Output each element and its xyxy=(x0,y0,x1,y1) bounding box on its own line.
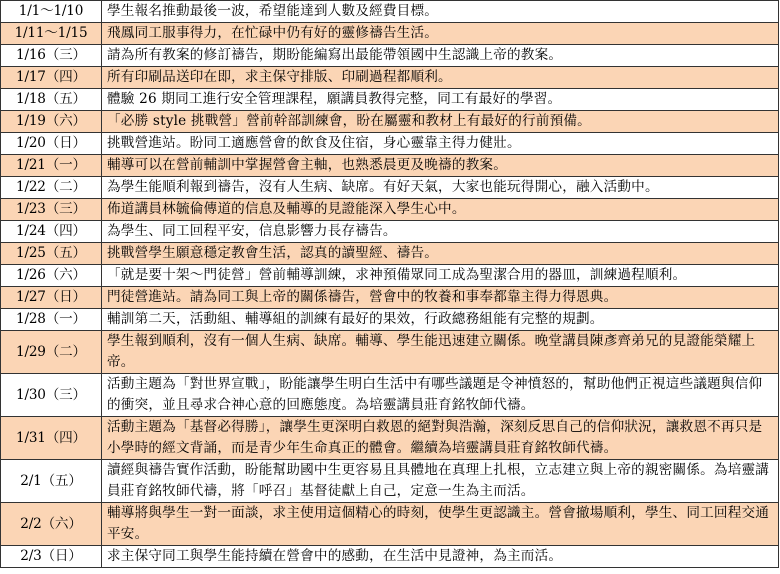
table-row xyxy=(1,287,779,309)
prayer-item-cell: 請為所有教案的修訂禱告，期盼能編寫出最能帶領國中生認識上帝的教案。 xyxy=(102,45,779,67)
table-row xyxy=(1,460,779,503)
date-cell: 1/11～1/15 xyxy=(1,23,102,45)
table-row xyxy=(1,177,779,199)
prayer-item-cell: 活動主題為「基督必得勝」，讓學生更深明白救恩的絕對與浩瀚，深刻反思自己的信仰狀況，讓救恩不再只是小學時的經文背誦，而是青少年生命真正的體會。繼續為培靈講員莊育銘牧師代禱。 xyxy=(102,417,779,460)
date-cell: 1/31（四） xyxy=(1,417,102,460)
date-cell: 2/1（五） xyxy=(1,460,102,503)
table-row xyxy=(1,374,779,417)
date-cell: 1/23（三） xyxy=(1,199,102,221)
date-cell: 2/3（日） xyxy=(1,546,102,568)
prayer-item-cell: 門徒營進站。請為同工與上帝的關係禱告，營會中的牧養和事奉都靠主得力得恩典。 xyxy=(102,287,779,309)
date-cell: 1/29（二） xyxy=(1,331,102,374)
table-row xyxy=(1,133,779,155)
table-row xyxy=(1,331,779,374)
table-row xyxy=(1,45,779,67)
prayer-item-cell: 為學生、同工回程平安，信息影響力長存禱告。 xyxy=(102,221,779,243)
date-cell: 1/1～1/10 xyxy=(1,1,102,23)
table-row xyxy=(1,111,779,133)
date-cell: 1/25（五） xyxy=(1,243,102,265)
date-cell: 1/30（三） xyxy=(1,374,102,417)
date-cell: 1/18（五） xyxy=(1,89,102,111)
prayer-item-cell: 「必勝 style 挑戰營」營前幹部訓練會，盼在屬靈和教材上有最好的行前預備。 xyxy=(102,111,779,133)
prayer-item-cell: 活動主題為「對世界宣戰」，盼能讓學生明白生活中有哪些議題是令神憤怒的，幫助他們正視這些議題與信仰的衝突，並且尋求合神心意的回應態度。為培靈講員莊育銘牧師代禱。 xyxy=(102,374,779,417)
prayer-item-cell: 學生報到順利，沒有一個人生病、缺席。輔導、學生能迅速建立關係。晚堂講員陳彥齊弟兄的見證能榮耀上帝。 xyxy=(102,331,779,374)
date-cell: 1/26（六） xyxy=(1,265,102,287)
date-cell: 1/19（六） xyxy=(1,111,102,133)
table-row xyxy=(1,155,779,177)
date-cell: 1/24（四） xyxy=(1,221,102,243)
prayer-item-cell: 飛鳳同工服事得力，在忙碌中仍有好的靈修禱告生活。 xyxy=(102,23,779,45)
table-row xyxy=(1,199,779,221)
table-row xyxy=(1,67,779,89)
date-cell: 1/22（二） xyxy=(1,177,102,199)
date-cell: 1/27（日） xyxy=(1,287,102,309)
prayer-item-cell: 所有印刷品送印在即，求主保守排版、印刷過程都順利。 xyxy=(102,67,779,89)
prayer-item-cell: 「就是要十架～門徒營」營前輔導訓練，求神預備眾同工成為聖潔合用的器皿，訓練過程順利。 xyxy=(102,265,779,287)
table-row xyxy=(1,503,779,546)
date-cell: 2/2（六） xyxy=(1,503,102,546)
prayer-item-cell: 體驗 26 期同工進行安全管理課程，願講員教得完整，同工有最好的學習。 xyxy=(102,89,779,111)
table-row xyxy=(1,243,779,265)
table-row xyxy=(1,546,779,568)
prayer-item-cell: 輔訓第二天，活動組、輔導組的訓練有最好的果效，行政總務組能有完整的規劃。 xyxy=(102,309,779,331)
table-row xyxy=(1,23,779,45)
prayer-item-cell: 挑戰營學生願意穩定教會生活，認真的讀聖經、禱告。 xyxy=(102,243,779,265)
table-row xyxy=(1,309,779,331)
date-cell: 1/28（一） xyxy=(1,309,102,331)
table-row xyxy=(1,417,779,460)
prayer-item-cell: 為學生能順利報到禱告，沒有人生病、缺席。有好天氣，大家也能玩得開心，融入活動中。 xyxy=(102,177,779,199)
table-body xyxy=(1,1,779,568)
date-cell: 1/17（四） xyxy=(1,67,102,89)
date-cell: 1/21（一） xyxy=(1,155,102,177)
table-row xyxy=(1,89,779,111)
table-row xyxy=(1,221,779,243)
table-row xyxy=(1,265,779,287)
prayer-item-cell: 佈道講員林毓倫傳道的信息及輔導的見證能深入學生心中。 xyxy=(102,199,779,221)
prayer-item-cell: 挑戰營進站。盼同工適應營會的飲食及住宿，身心靈靠主得力健壯。 xyxy=(102,133,779,155)
date-cell: 1/20（日） xyxy=(1,133,102,155)
prayer-item-cell: 輔導將與學生一對一面談，求主使用這個精心的時刻，使學生更認識主。營會撤場順利，學生、同工回程交通平安。 xyxy=(102,503,779,546)
prayer-item-cell: 讀經與禱告實作活動，盼能幫助國中生更容易且具體地在真理上扎根，立志建立與上帝的親密關係。為培靈講員莊育銘牧師代禱，將「呼召」基督徒獻上自己，定意一生為主而活。 xyxy=(102,460,779,503)
table-row xyxy=(1,1,779,23)
date-cell: 1/16（三） xyxy=(1,45,102,67)
prayer-item-cell: 輔導可以在營前輔訓中掌握營會主軸，也熟悉晨更及晚禱的教案。 xyxy=(102,155,779,177)
prayer-item-cell: 學生報名推動最後一波，希望能達到人數及經費目標。 xyxy=(102,1,779,23)
prayer-item-cell: 求主保守同工與學生能持續在營會中的感動，在生活中見證神，為主而活。 xyxy=(102,546,779,568)
